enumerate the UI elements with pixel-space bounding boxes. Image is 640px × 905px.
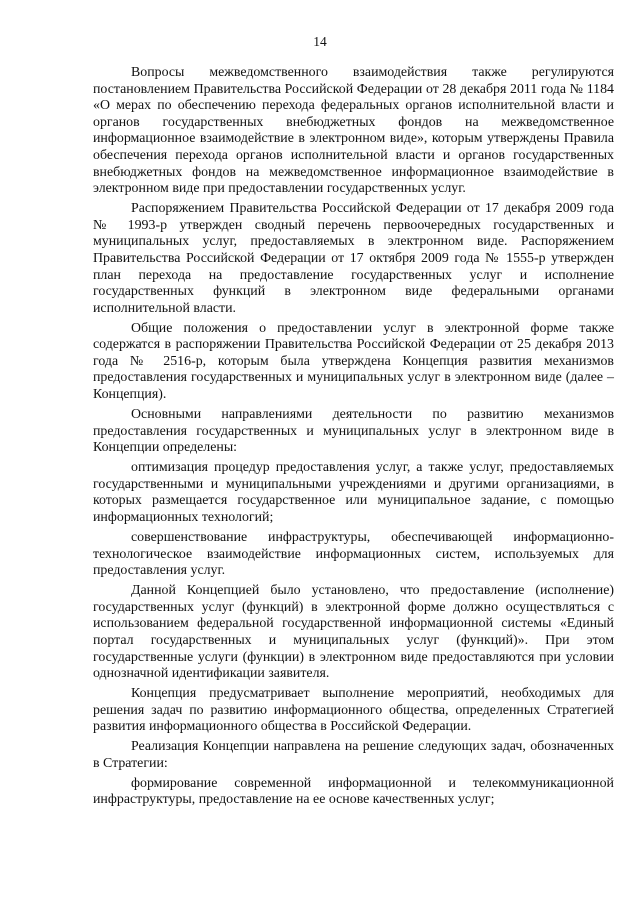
paragraph: формирование современной информационной и телекоммуникационной инфраструктуры, предоставление на ее основе качественных услуг;: [93, 775, 614, 808]
paragraph: Реализация Концепции направлена на решение следующих задач, обозначенных в Стратегии:: [93, 739, 614, 771]
paragraph: оптимизация процедур предоставления услуг, а также услуг, предоставляемых государственными и муниципальными учреждениями и другими организациями, в которых размещается государственное или муниципальное задание, с помощью информационных технологий;: [93, 460, 614, 525]
paragraph: Распоряжением Правительства Российской Федерации от 17 декабря 2009 года № 1993-р утвержден сводный перечень первоочередных государственных и муниципальных услуг, предоставляемых в электронном виде. Распоряжением Правительства Российской Федерации от 17 октября 2009 года № 1555-р утвержден план перехода на предоставление государственных услуг и исполнение государственных функций в электронном виде федеральными органами исполнительной власти.: [93, 201, 614, 316]
paragraph: Общие положения о предоставлении услуг в электронной форме также содержатся в распоряжении Правительства Российской Федерации от 25 декабря 2013 года № 2516-р, которым была утверждена Концепция развития механизмов предоставления государственных и муниципальных услуг в электронном виде (далее – Концепция).: [93, 320, 614, 403]
paragraph: Основными направлениями деятельности по развитию механизмов предоставления государственных и муниципальных услуг в электронном виде в Концепции определены:: [93, 407, 614, 456]
paragraph: Вопросы межведомственного взаимодействия также регулируются постановлением Правительства Российской Федерации от 28 декабря 2011 года № 1184 «О мерах по обеспечению перехода федеральных органов исполнительной власти и органов государственных внебюджетных фондов на межведомственное информационное взаимодействие в электронном виде», которым утверждены Правила обеспечения перехода органов исполнительной власти и органов государственных внебюджетных фондов на межведомственное информационное взаимодействие в электронном виде при предоставлении государственных услуг.: [93, 65, 614, 197]
paragraph: Концепция предусматривает выполнение мероприятий, необходимых для решения задач по развитию информационного общества, определенных Стратегией развития информационного общества в Российской Федерации.: [93, 686, 614, 735]
page-number: 14: [313, 34, 327, 49]
paragraph: Данной Концепцией было установлено, что предоставление (исполнение) государственных услуг (функций) в электронной форме должно осуществляться с использованием федеральной государственной информационной системы «Единый портал государственных и муниципальных услуг (функций)». При этом государственные услуги (функции) в электронном виде предоставляются при условии однозначной идентификации заявителя.: [93, 583, 614, 682]
document-body: [93, 65, 614, 812]
paragraph: совершенствование инфраструктуры, обеспечивающей информационно-технологическое взаимодействие информационных систем, используемых для предоставления услуг.: [93, 529, 614, 579]
